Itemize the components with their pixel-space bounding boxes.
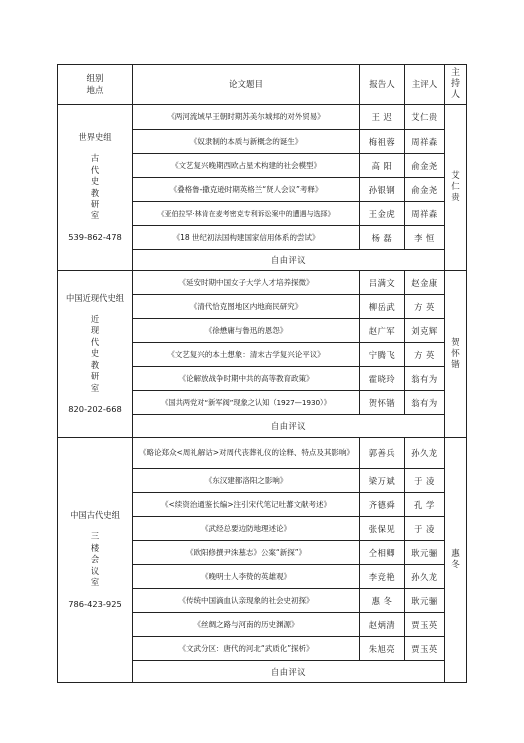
paper-title: 《亚伯拉罕·林肯在麦考密克专利诉讼案中的遭遇与选择》 bbox=[133, 202, 360, 226]
discussant: 周祥森 bbox=[405, 130, 445, 154]
chair-cell: 贺 怀 锴 bbox=[445, 271, 467, 438]
discussant: 刘克辉 bbox=[405, 319, 445, 343]
presenter: 王金虎 bbox=[360, 202, 405, 226]
discussant: 艾仁贵 bbox=[405, 105, 445, 130]
chair-cell: 惠 冬 bbox=[445, 438, 467, 683]
discussant: 于 凌 bbox=[405, 517, 445, 541]
paper-title: 《<续资治通鉴长编>注引宋代笔记吐蕃文献考述》 bbox=[133, 493, 360, 517]
discussant: 李 恒 bbox=[405, 226, 445, 250]
paper-title: 《徐懋庸与鲁迅的恩怨》 bbox=[133, 319, 360, 343]
paper-title: 《传统中国滴血认亲现象的社会史初探》 bbox=[133, 589, 360, 613]
paper-title: 《欧阳修撰尹洙墓志》公案“新探”》 bbox=[133, 541, 360, 565]
presenter: 柳岳武 bbox=[360, 295, 405, 319]
presenter: 贺怀锴 bbox=[360, 391, 405, 415]
presenter: 郭善兵 bbox=[360, 438, 405, 469]
presenter: 王 迟 bbox=[360, 105, 405, 130]
paper-title: 《晚明士人李贽的英雄观》 bbox=[133, 565, 360, 589]
presenter: 齐德舜 bbox=[360, 493, 405, 517]
discussant: 耿元骊 bbox=[405, 541, 445, 565]
paper-title: 《文武分区：唐代的河北“武质化”探析》 bbox=[133, 637, 360, 661]
meeting-id: 539-862-478 bbox=[68, 231, 122, 242]
chair-cell: 艾 仁 贵 bbox=[445, 105, 467, 271]
presenter: 杨 磊 bbox=[360, 226, 405, 250]
header-group-location: 组别 地点 bbox=[58, 65, 133, 105]
group-cell-modern-chinese-history: 中国近现代史组 近 现 代 史 教 研 室 820-202-668 bbox=[58, 271, 133, 438]
presenter: 高 阳 bbox=[360, 154, 405, 178]
presenter: 张保见 bbox=[360, 517, 405, 541]
paper-title: 《武经总要边防地理述论》 bbox=[133, 517, 360, 541]
group-cell-ancient-chinese-history: 中国古代史组 三 楼 会 议 室 786-423-925 bbox=[58, 438, 133, 683]
header-row bbox=[58, 65, 467, 105]
free-discussion-label: 自由评议 bbox=[133, 415, 445, 438]
paper-title: 《文艺复兴的本土想象：清末古学复兴论平议》 bbox=[133, 343, 360, 367]
group-cell-world-history: 世界史组 古 代 史 教 研 室 539-862-478 bbox=[58, 105, 133, 271]
meeting-id: 820-202-668 bbox=[68, 403, 122, 414]
paper-title: 《奴隶制的本质与新概念的诞生》 bbox=[133, 130, 360, 154]
paper-row bbox=[58, 105, 467, 130]
paper-title: 《18 世纪初法国构建国家信用体系的尝试》 bbox=[133, 226, 360, 250]
discussant: 孙久龙 bbox=[405, 438, 445, 469]
paper-title: 《论解放战争时期中共的高等教育政策》 bbox=[133, 367, 360, 391]
discussant: 俞金尧 bbox=[405, 178, 445, 202]
free-discussion-label: 自由评议 bbox=[133, 250, 445, 271]
discussant: 孔 学 bbox=[405, 493, 445, 517]
presenter: 朱旭亮 bbox=[360, 637, 405, 661]
room-label: 三 楼 会 议 室 bbox=[90, 531, 100, 588]
paper-title: 《叠格鲁-撒克逊时期英格兰“贤人会议”考释》 bbox=[133, 178, 360, 202]
discussant: 翁有为 bbox=[405, 391, 445, 415]
presenter: 赵炳清 bbox=[360, 613, 405, 637]
header-presenter: 报告人 bbox=[360, 65, 405, 105]
schedule-table bbox=[57, 64, 467, 683]
presenter: 李竞艳 bbox=[360, 565, 405, 589]
header-chair: 主 持 人 bbox=[445, 65, 467, 105]
paper-row bbox=[58, 438, 467, 469]
presenter: 惠 冬 bbox=[360, 589, 405, 613]
presenter: 赵广军 bbox=[360, 319, 405, 343]
room-label: 古 代 史 教 研 室 bbox=[90, 153, 100, 221]
discussant: 方 英 bbox=[405, 343, 445, 367]
discussant: 贾玉英 bbox=[405, 637, 445, 661]
header-discussant: 主评人 bbox=[405, 65, 445, 105]
discussant: 周祥森 bbox=[405, 202, 445, 226]
paper-title: 《丝绸之路与河南的历史渊源》 bbox=[133, 613, 360, 637]
presenter: 孙银钢 bbox=[360, 178, 405, 202]
presenter: 霍晓玲 bbox=[360, 367, 405, 391]
room-label: 近 现 代 史 教 研 室 bbox=[90, 314, 100, 393]
paper-title: 《两河流域早王朝时期苏美尔城邦的对外贸易》 bbox=[133, 105, 360, 130]
paper-title: 《文艺复兴晚期西欧占星术构建的社会模型》 bbox=[133, 154, 360, 178]
discussant: 孙久龙 bbox=[405, 565, 445, 589]
discussant: 翁有为 bbox=[405, 367, 445, 391]
free-discussion-label: 自由评议 bbox=[133, 661, 445, 683]
presenter: 仝相卿 bbox=[360, 541, 405, 565]
discussant: 于 凌 bbox=[405, 469, 445, 493]
discussant: 赵金康 bbox=[405, 271, 445, 295]
presenter: 梅祖蓉 bbox=[360, 130, 405, 154]
discussant: 贾玉英 bbox=[405, 613, 445, 637]
presenter: 吕满文 bbox=[360, 271, 405, 295]
presenter: 宁腾飞 bbox=[360, 343, 405, 367]
paper-title: 《略论郑众<周礼解诂>对周代丧葬礼仪的诠释、特点及其影响》 bbox=[133, 438, 360, 469]
paper-title: 《延安时期中国女子大学人才培养探微》 bbox=[133, 271, 360, 295]
meeting-id: 786-423-925 bbox=[68, 598, 122, 609]
header-paper-title: 论文题目 bbox=[133, 65, 360, 105]
paper-row bbox=[58, 271, 467, 295]
paper-title: 《东汉建都洛阳之影响》 bbox=[133, 469, 360, 493]
presenter: 梁万斌 bbox=[360, 469, 405, 493]
paper-title: 《国共两党对“新军阀”现象之认知（1927—1930）》 bbox=[133, 391, 360, 415]
discussant: 耿元骊 bbox=[405, 589, 445, 613]
paper-title: 《清代恰克图地区内地商民研究》 bbox=[133, 295, 360, 319]
discussant: 俞金尧 bbox=[405, 154, 445, 178]
discussant: 方 英 bbox=[405, 295, 445, 319]
